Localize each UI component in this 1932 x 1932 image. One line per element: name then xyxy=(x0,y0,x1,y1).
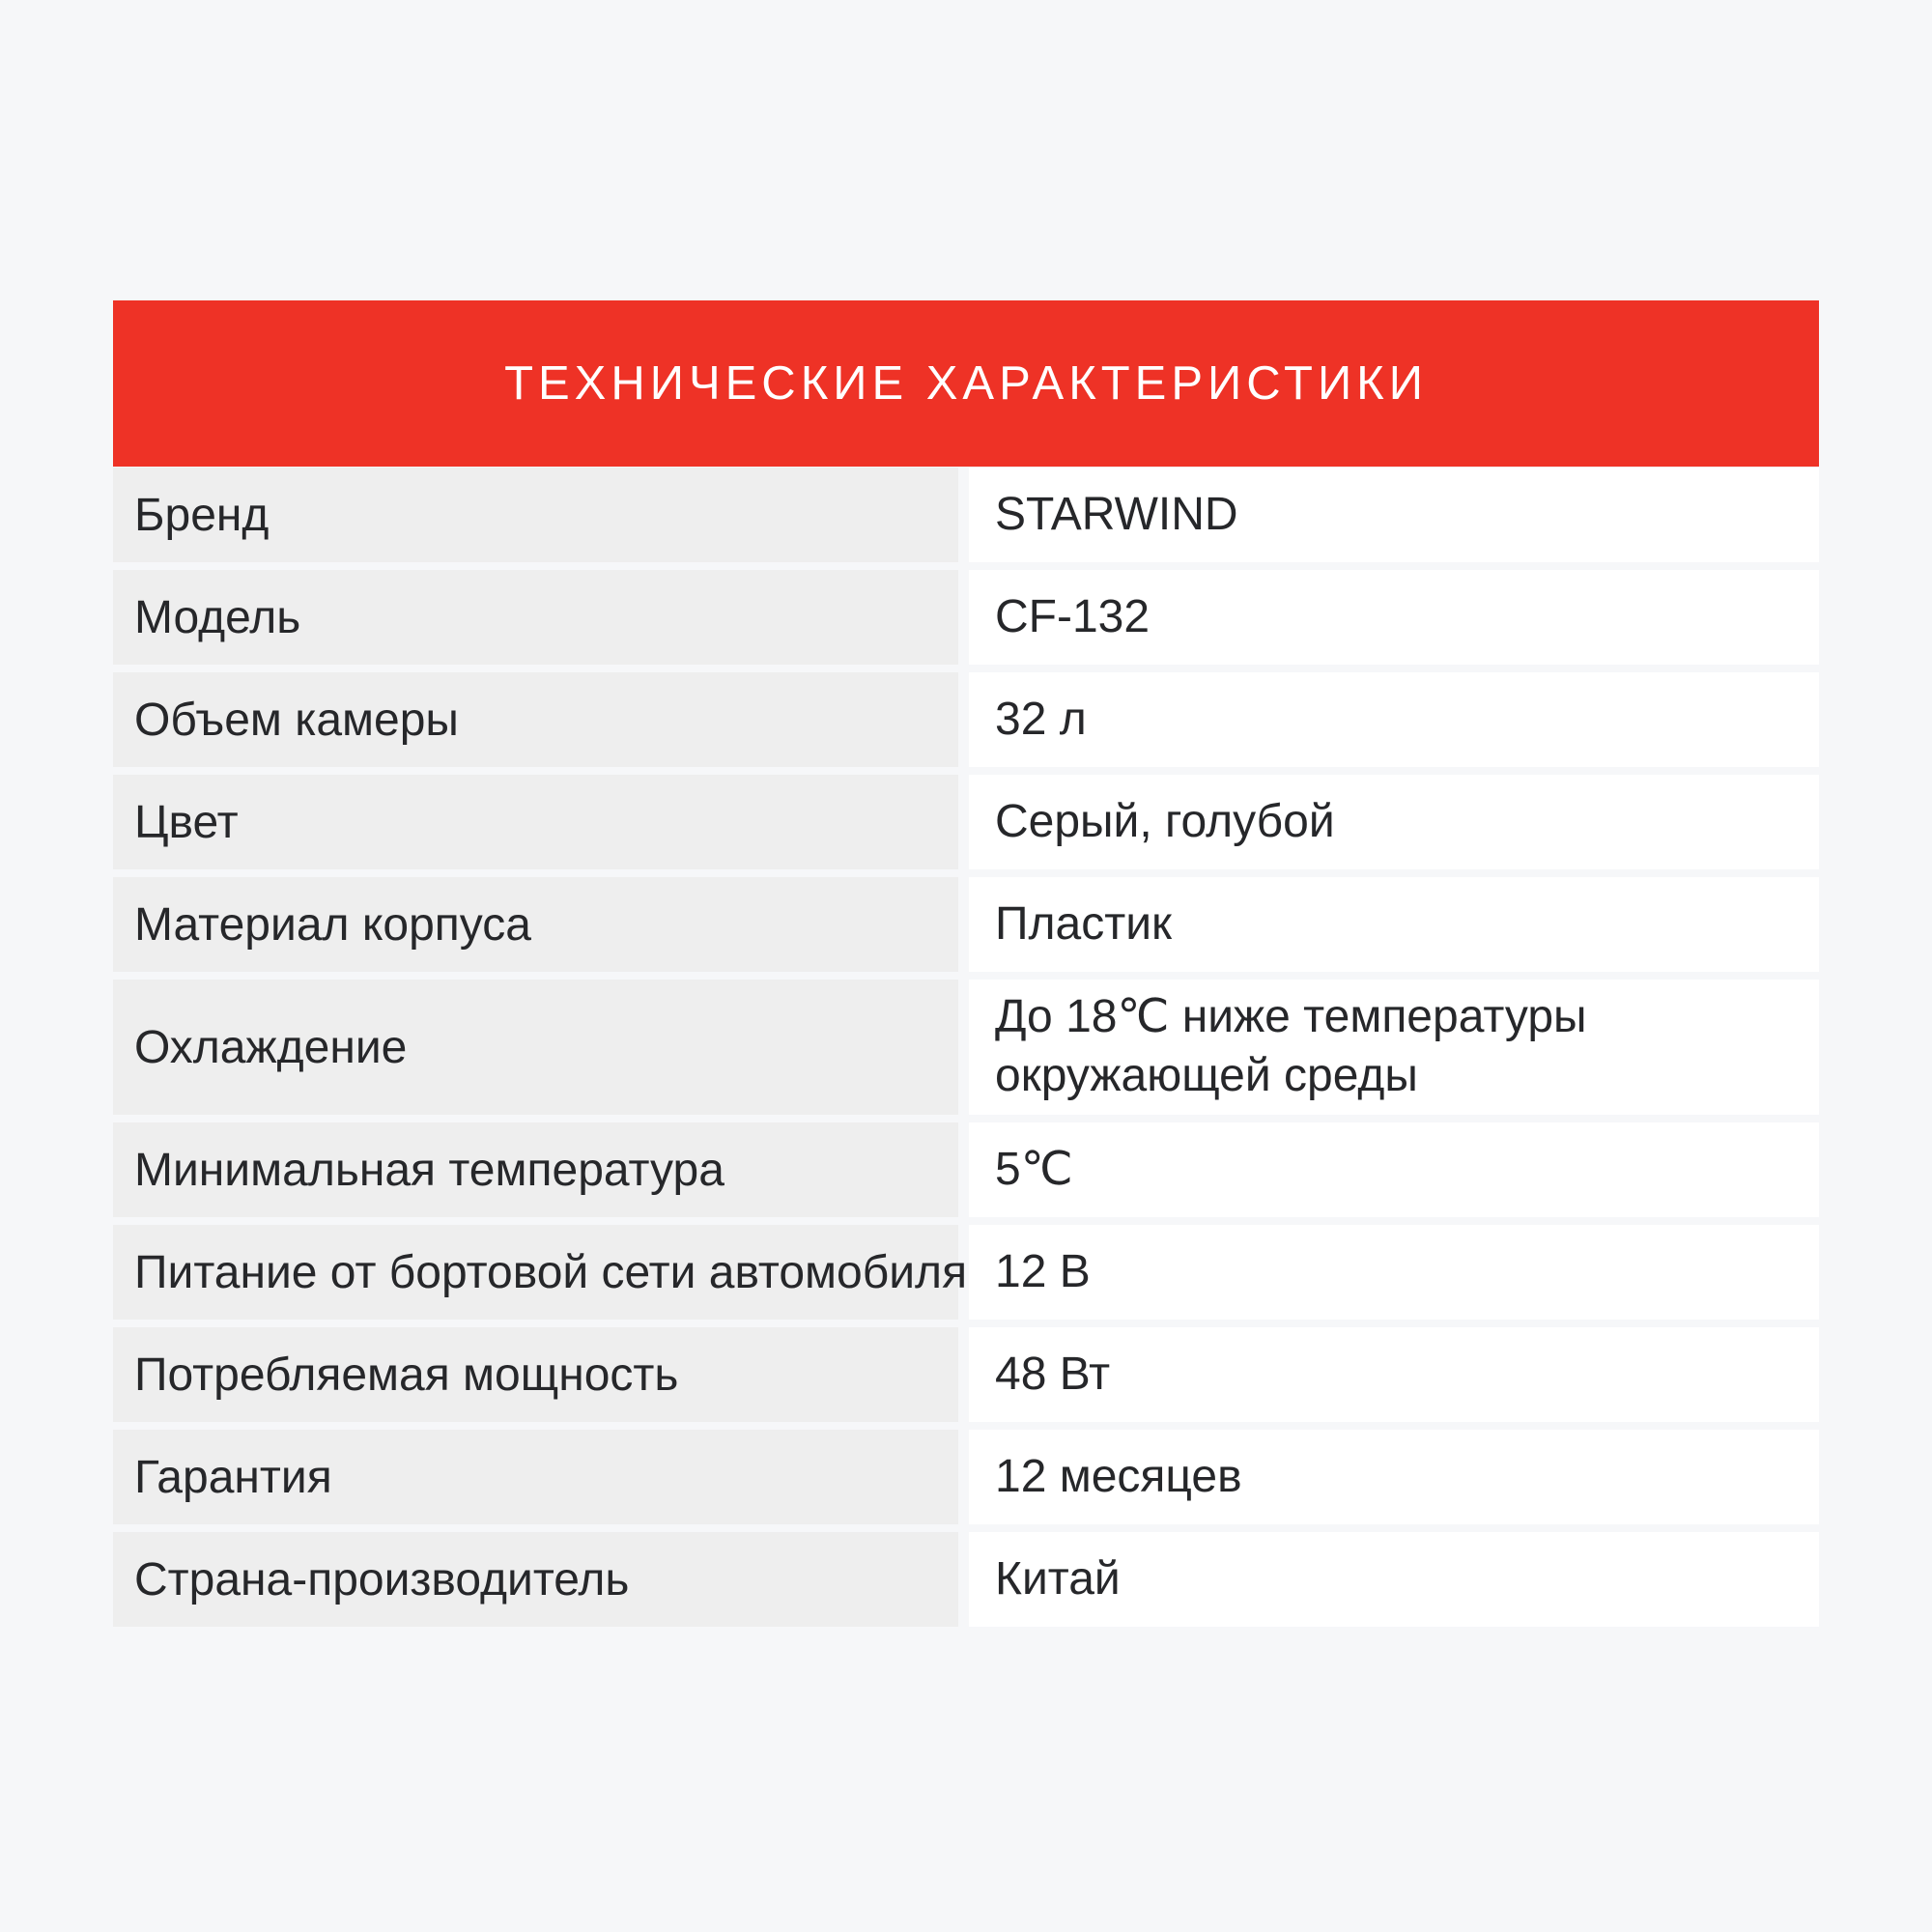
spec-value-cell xyxy=(969,570,1819,665)
spec-label-cell xyxy=(113,1327,958,1422)
spec-label: Объем камеры xyxy=(134,694,459,746)
spec-label-cell xyxy=(113,980,958,1115)
spec-value-cell xyxy=(969,877,1819,972)
spec-table xyxy=(113,300,1819,1627)
spec-label-cell xyxy=(113,570,958,665)
spec-value: 32 л xyxy=(995,693,1087,745)
table-row xyxy=(113,1225,1819,1320)
spec-value: 5℃ xyxy=(995,1143,1073,1195)
spec-label-cell xyxy=(113,468,958,562)
table-row xyxy=(113,877,1819,972)
spec-value: Пластик xyxy=(995,897,1172,950)
spec-value-cell xyxy=(969,1327,1819,1422)
spec-label: Минимальная температура xyxy=(134,1144,724,1196)
spec-label: Модель xyxy=(134,591,301,643)
spec-value: 48 Вт xyxy=(995,1348,1111,1400)
spec-value-cell xyxy=(969,1122,1819,1217)
spec-table-header xyxy=(113,300,1819,467)
spec-value-cell xyxy=(969,1532,1819,1627)
spec-label: Материал корпуса xyxy=(134,898,531,951)
spec-value: Китай xyxy=(995,1552,1121,1605)
spec-table-title: ТЕХНИЧЕСКИЕ ХАРАКТЕРИСТИКИ xyxy=(504,357,1428,410)
spec-value-cell xyxy=(969,1225,1819,1320)
spec-label: Питание от бортовой сети автомобиля xyxy=(134,1246,968,1298)
spec-value: Серый, голубой xyxy=(995,795,1335,847)
table-row xyxy=(113,775,1819,869)
spec-value: До 18℃ ниже температуры окружающей среды xyxy=(995,991,1587,1101)
spec-label: Цвет xyxy=(134,796,239,848)
spec-value-cell xyxy=(969,775,1819,869)
spec-label-cell xyxy=(113,672,958,767)
table-row xyxy=(113,672,1819,767)
spec-value-cell xyxy=(969,672,1819,767)
table-row xyxy=(113,1327,1819,1422)
spec-value: 12 месяцев xyxy=(995,1450,1242,1502)
table-row xyxy=(113,1532,1819,1627)
table-row xyxy=(113,468,1819,562)
spec-label-cell xyxy=(113,1532,958,1627)
spec-label: Страна-производитель xyxy=(134,1553,630,1605)
table-row xyxy=(113,1430,1819,1524)
spec-label: Потребляемая мощность xyxy=(134,1349,679,1401)
spec-label-cell xyxy=(113,1430,958,1524)
spec-label-cell xyxy=(113,1225,968,1320)
spec-rows xyxy=(113,468,1819,1627)
spec-value: STARWIND xyxy=(995,488,1238,540)
spec-label: Гарантия xyxy=(134,1451,332,1503)
spec-label-cell xyxy=(113,877,958,972)
spec-label: Бренд xyxy=(134,489,270,541)
spec-value-cell xyxy=(969,1430,1819,1524)
spec-value-cell xyxy=(969,468,1819,562)
table-row xyxy=(113,980,1819,1115)
spec-value: CF-132 xyxy=(995,590,1151,642)
table-row xyxy=(113,1122,1819,1217)
spec-label: Охлаждение xyxy=(134,1021,408,1073)
spec-value-cell xyxy=(969,980,1819,1115)
spec-label-cell xyxy=(113,775,958,869)
table-row xyxy=(113,570,1819,665)
spec-value: 12 В xyxy=(995,1245,1091,1297)
spec-label-cell xyxy=(113,1122,958,1217)
